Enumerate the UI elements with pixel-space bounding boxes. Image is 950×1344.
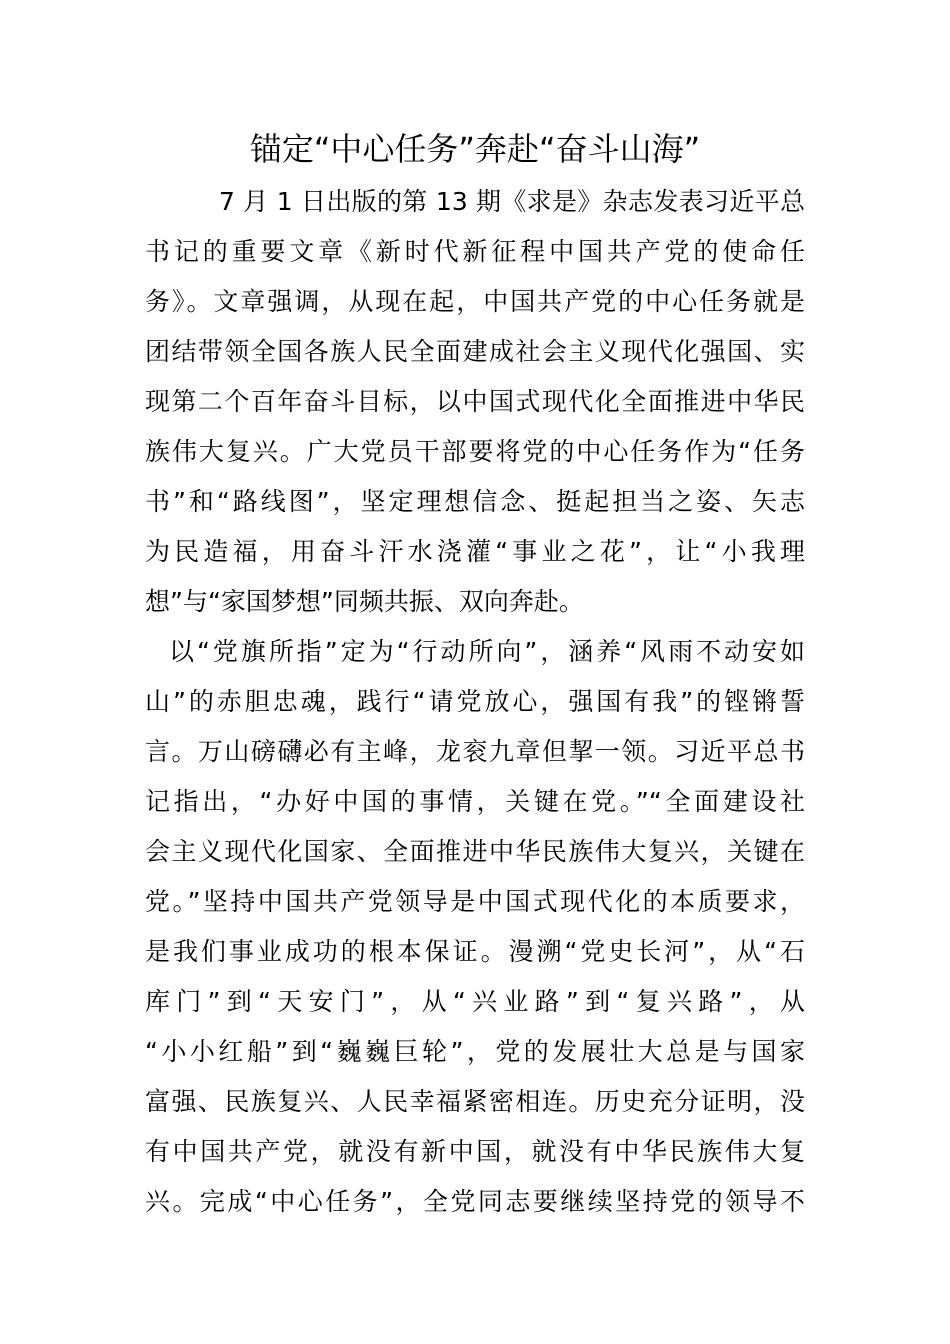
text-line: 言。万山磅礴必有主峰，龙衮九章但挈一领。习近平总书 (145, 737, 805, 766)
text-line: 书记的重要文章《新时代新征程中国共产党的使命任 (145, 237, 805, 266)
text-line: 有中国共产党，就没有新中国，就没有中华民族伟大复 (145, 1137, 805, 1166)
text-line: 记指出，“办好中国的事情，关键在党。”“全面建设社 (145, 787, 805, 816)
text-line: 现第二个百年奋斗目标，以中国式现代化全面推进中华民 (145, 387, 805, 416)
text-line: 7 月 1 日出版的第 13 期《求是》杂志发表习近平总 (219, 187, 805, 216)
text-line: 富强、民族复兴、人民幸福紧密相连。历史充分证明，没 (145, 1087, 805, 1116)
article-body (145, 177, 805, 1227)
text-line: 团结带领全国各族人民全面建成社会主义现代化强国、实 (145, 337, 805, 366)
text-line: 会主义现代化国家、全面推进中华民族伟大复兴，关键在 (145, 837, 805, 866)
text-line: 山”的赤胆忠魂，践行“请党放心，强国有我”的铿锵誓 (145, 687, 805, 716)
text-line: 想”与“家国梦想”同频共振、双向奔赴。 (145, 587, 584, 616)
paragraph-2 (145, 627, 805, 1227)
text-line: “小小红船”到“巍巍巨轮”，党的发展壮大总是与国家 (145, 1037, 805, 1066)
text-line: 库门”到“天安门”，从“兴业路”到“复兴路”，从 (145, 987, 805, 1016)
text-line: 务》。文章强调，从现在起，中国共产党的中心任务就是 (145, 287, 805, 316)
text-line: 是我们事业成功的根本保证。漫溯“党史长河”，从“石 (145, 937, 805, 966)
text-line: 为民造福，用奋斗汗水浇灌“事业之花”，让“小我理 (145, 537, 805, 566)
text-line: 族伟大复兴。广大党员干部要将党的中心任务作为“任务 (145, 437, 805, 466)
text-line: 党。”坚持中国共产党领导是中国式现代化的本质要求， (145, 887, 805, 916)
paragraph-1 (145, 177, 805, 627)
text-line: 以“党旗所指”定为“行动所向”，涵养“风雨不动安如 (169, 637, 805, 666)
article-title: 锚定“中心任务”奔赴“奋斗山海” (249, 130, 701, 168)
text-line: 兴。完成“中心任务”，全党同志要继续坚持党的领导不 (145, 1187, 805, 1216)
text-line: 书”和“路线图”，坚定理想信念、挺起担当之姿、矢志 (145, 487, 805, 516)
